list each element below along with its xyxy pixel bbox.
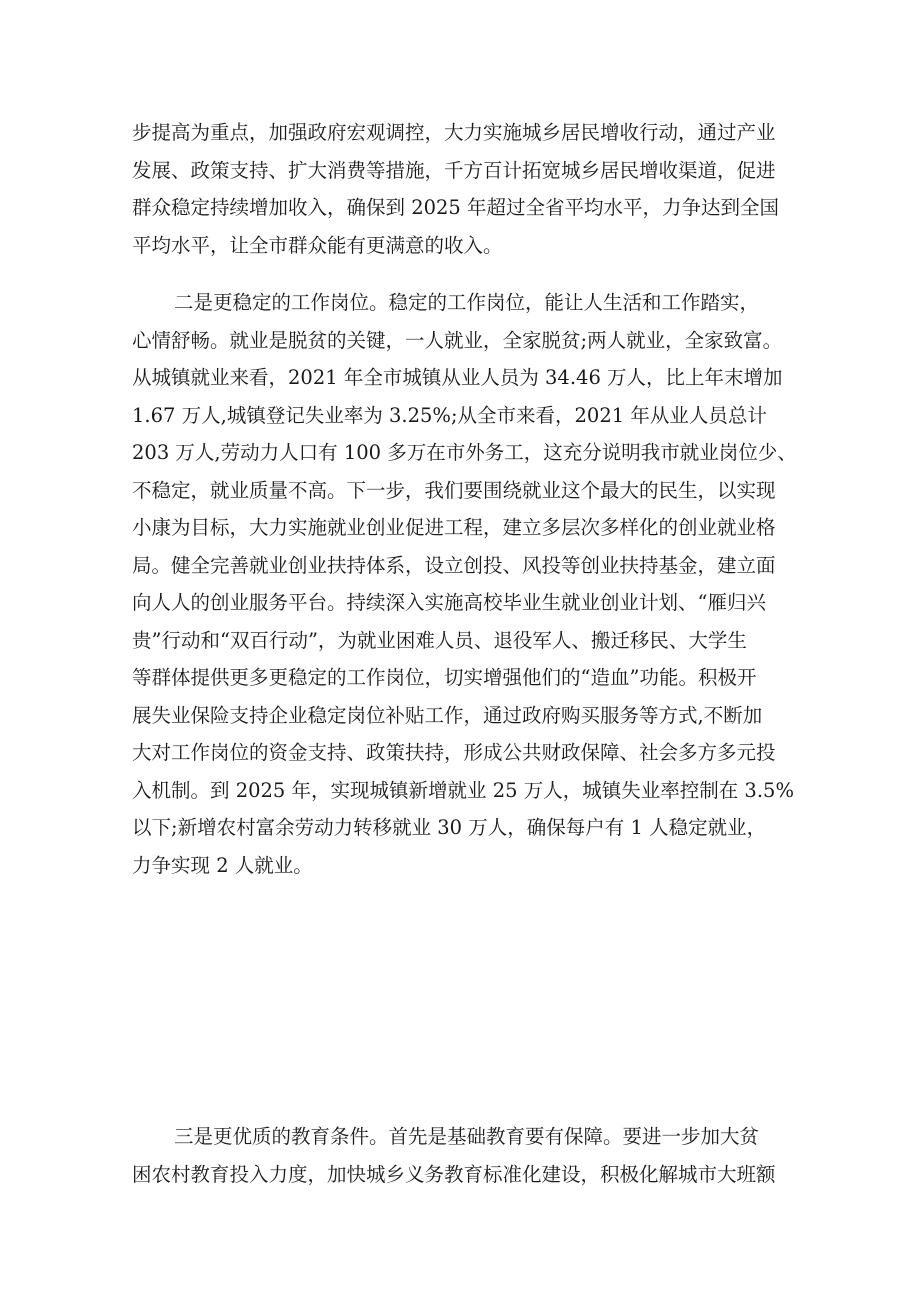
text-line: 入机制。到 2025 年，实现城镇新增就业 25 万人，城镇失业率控制在 3.5%: [132, 778, 794, 802]
text-line: 大对工作岗位的资金支持、政策扶持，形成公共财政保障、社会多方多元投: [132, 741, 776, 764]
text-line: 局。健全完善就业创业扶持体系，设立创投、风投等创业扶持基金，建立面: [132, 553, 776, 577]
text-line: 群众稳定持续增加收入，确保到 2025 年超过全省平均水平，力争达到全国: [132, 196, 780, 219]
text-line: 三是更优质的教育条件。首先是基础教育要有保障。要进一步加大贫: [174, 1125, 760, 1148]
text-line: 从城镇就业来看，2021 年全市城镇从业人员为 34.46 万人，比上年末增加: [132, 366, 783, 389]
text-line: 步提高为重点，加强政府宏观调控，大力实施城乡居民增收行动，通过产业: [132, 121, 776, 144]
text-line: 等群体提供更多更稳定的工作岗位，切实增强他们的“造血”功能。积极开: [132, 666, 757, 689]
paragraph-employment: [132, 284, 797, 884]
text-line: 平均水平，让全市群众能有更满意的收入。: [132, 233, 503, 257]
text-line: 困农村教育投入力度，加快城乡义务教育标准化建设，积极化解城市大班额: [132, 1162, 776, 1186]
text-line: 小康为目标，大力实施就业创业促进工程，建立多层次多样化的创业就业格: [132, 516, 776, 539]
text-line: 心情舒畅。就业是脱贫的关键，一人就业，全家脱贫;两人就业，全家致富。: [132, 328, 783, 352]
text-line: 以下;新增农村富余劳动力转移就业 30 万人，确保每户有 1 人稳定就业，: [132, 816, 767, 839]
paragraph-education: [132, 1118, 792, 1193]
text-line: 1.67 万人,城镇登记失业率为 3.25%;从全市来看，2021 年从业人员总计: [132, 403, 767, 427]
paragraph-income: [132, 114, 792, 264]
text-line: 发展、政策支持、扩大消费等措施，千方百计拓宽城乡居民增收渠道，促进: [132, 158, 776, 182]
text-line: 向人人的创业服务平台。持续深入实施高校毕业生就业创业计划、“雁归兴: [132, 591, 766, 614]
text-line: 二是更稳定的工作岗位。稳定的工作岗位，能让人生活和工作踏实，: [174, 291, 760, 314]
text-line: 贵”行动和“双百行动”，为就业困难人员、退役军人、搬迁移民、大学生: [132, 628, 747, 652]
text-line: 力争实现 2 人就业。: [132, 853, 313, 877]
text-line: 不稳定，就业质量不高。下一步，我们要围绕就业这个最大的民生，以实现: [132, 478, 776, 502]
text-line: 展失业保险支持企业稳定岗位补贴工作，通过政府购买服务等方式,不断加: [132, 703, 763, 727]
text-line: 203 万人,劳动力人口有 100 多万在市外务工，这充分说明我市就业岗位少、: [132, 441, 797, 464]
